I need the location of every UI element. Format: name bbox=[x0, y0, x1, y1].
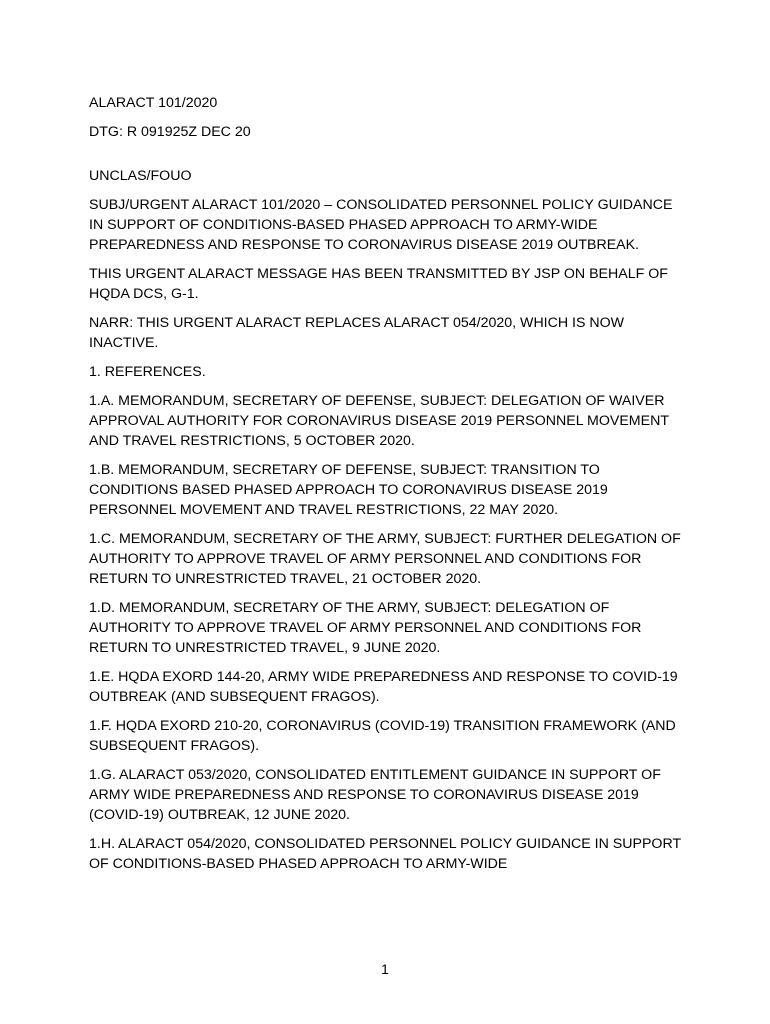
reference-item: 1.E. HQDA EXORD 144-20, ARMY WIDE PREPAREDNESS AND RESPONSE TO COVID-19 OUTBREAK (AND SUBSEQUENT FRAGOS). bbox=[89, 669, 678, 705]
dtg-line: DTG: R 091925Z DEC 20 bbox=[89, 124, 251, 140]
reference-item: 1.C. MEMORANDUM, SECRETARY OF THE ARMY, SUBJECT: FURTHER DELEGATION OF AUTHORITY TO APPROVE TRAVEL OF ARMY PERSONNEL AND CONDITIONS FOR RETURN TO UNRESTRICTED TRAVEL, 21 OCTOBER 2020. bbox=[89, 531, 681, 587]
subject-line: SUBJ/URGENT ALARACT 101/2020 – CONSOLIDATED PERSONNEL POLICY GUIDANCE IN SUPPORT OF CONDITIONS-BASED PHASED APPROACH TO ARMY-WIDE PREPAREDNESS AND RESPONSE TO CORONAVIRUS DISEASE 2019 OUTBREAK. bbox=[89, 197, 673, 253]
alaract-number: ALARACT 101/2020 bbox=[89, 95, 218, 111]
reference-item: 1.H. ALARACT 054/2020, CONSOLIDATED PERSONNEL POLICY GUIDANCE IN SUPPORT OF CONDITIONS-BASED PHASED APPROACH TO ARMY-WIDE bbox=[89, 836, 681, 872]
page-number: 1 bbox=[381, 962, 389, 978]
transmitted-note: THIS URGENT ALARACT MESSAGE HAS BEEN TRANSMITTED BY JSP ON BEHALF OF HQDA DCS, G-1. bbox=[89, 266, 668, 302]
reference-item: 1.D. MEMORANDUM, SECRETARY OF THE ARMY, SUBJECT: DELEGATION OF AUTHORITY TO APPROVE TRAVEL OF ARMY PERSONNEL AND CONDITIONS FOR RETURN TO UNRESTRICTED TRAVEL, 9 JUNE 2020. bbox=[89, 600, 642, 656]
classification: UNCLAS/FOUO bbox=[89, 168, 192, 184]
reference-item: 1.B. MEMORANDUM, SECRETARY OF DEFENSE, SUBJECT: TRANSITION TO CONDITIONS BASED PHASED APPROACH TO CORONAVIRUS DISEASE 2019 PERSONNEL MOVEMENT AND TRAVEL RESTRICTIONS, 22 MAY 2020. bbox=[89, 462, 608, 518]
reference-item: 1.G. ALARACT 053/2020, CONSOLIDATED ENTITLEMENT GUIDANCE IN SUPPORT OF ARMY WIDE PREPAREDNESS AND RESPONSE TO CORONAVIRUS DISEASE 2019 (COVID-19) OUTBREAK, 12 JUNE 2020. bbox=[89, 767, 661, 823]
reference-item: 1.A. MEMORANDUM, SECRETARY OF DEFENSE, SUBJECT: DELEGATION OF WAIVER APPROVAL AUTHORITY FOR CORONAVIRUS DISEASE 2019 PERSONNEL MOVEMENT AND TRAVEL RESTRICTIONS, 5 OCTOBER 2020. bbox=[89, 393, 669, 449]
document-body bbox=[89, 93, 689, 883]
references-heading: 1. REFERENCES. bbox=[89, 364, 206, 380]
narr-line: NARR: THIS URGENT ALARACT REPLACES ALARACT 054/2020, WHICH IS NOW INACTIVE. bbox=[89, 315, 625, 351]
reference-item: 1.F. HQDA EXORD 210-20, CORONAVIRUS (COVID-19) TRANSITION FRAMEWORK (AND SUBSEQUENT FRAGOS). bbox=[89, 718, 676, 754]
